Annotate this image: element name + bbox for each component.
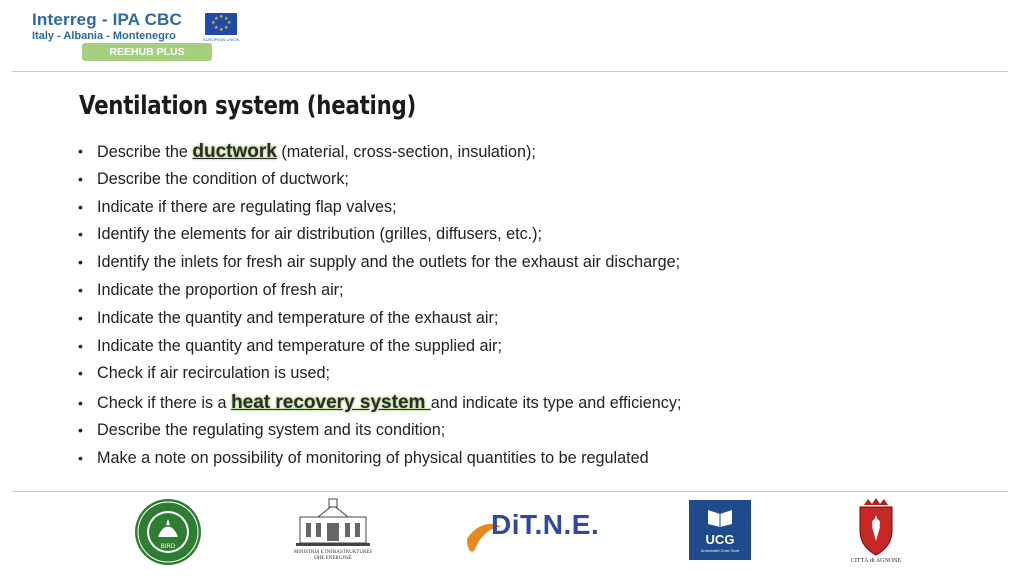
list-item: [78, 388, 681, 417]
bullet-icon: •: [78, 309, 83, 326]
bird-label: BIRD: [160, 543, 176, 550]
bird-logo: [133, 497, 203, 567]
list-item: [78, 417, 681, 445]
bullet-icon: •: [78, 254, 83, 271]
list-item: [78, 445, 681, 473]
ministry-logo: [292, 497, 374, 567]
bullet-icon: •: [78, 365, 83, 382]
list-item: [78, 277, 681, 305]
project-badge: REEHUB PLUS: [82, 43, 212, 61]
bullet-text: Check if air recirculation is used;: [97, 364, 331, 383]
bullet-text: Indicate the proportion of fresh air;: [97, 280, 344, 299]
bullet-icon: •: [78, 170, 83, 187]
program-countries: Italy - Albania - Montenegro: [32, 30, 176, 42]
coat-of-arms-icon: [850, 497, 902, 557]
program-name: Interreg - IPA CBC: [32, 10, 183, 29]
bullet-icon: •: [78, 281, 83, 298]
bullet-text: Indicate if there are regulating flap valves;: [97, 197, 397, 216]
list-item: [78, 166, 681, 194]
bullet-text: and indicate its type and efficiency;: [430, 394, 682, 413]
bullet-text: Make a note on possibility of monitoring of physical quantities to be regulated: [97, 448, 649, 467]
list-item: [78, 221, 681, 249]
ditne-logo: [463, 497, 600, 567]
bullet-text: Describe the regulating system and its condition;: [97, 421, 446, 440]
bullet-text: Indicate the quantity and temperature of the exhaust air;: [97, 308, 499, 327]
top-divider: [12, 71, 1008, 72]
interreg-logo: [28, 8, 243, 64]
bullet-list: [78, 138, 681, 473]
bullet-icon: •: [78, 226, 83, 243]
agnone-logo: [850, 497, 902, 567]
bullet-icon: •: [78, 422, 83, 439]
keyword-heat-recovery: heat recovery system: [231, 392, 431, 414]
bullet-text: (material, cross-section, insulation);: [276, 143, 536, 161]
bullet-icon: •: [78, 337, 83, 354]
list-item: [78, 305, 681, 333]
keyword-ductwork: ductwork: [192, 141, 277, 162]
ditne-name: DiT.N.E.: [491, 509, 600, 540]
agnone-name: CITTÀ di AGNONE: [850, 558, 902, 564]
eu-flag-icon: ★ ★ ★ ★ ★ ★ ★ ★: [205, 13, 237, 35]
bullet-icon: •: [78, 198, 83, 215]
bird-emblem-icon: [133, 497, 203, 567]
bullet-icon: •: [78, 449, 83, 466]
list-item: [78, 360, 681, 388]
bullet-text: Identify the elements for air distribution (grilles, diffusers, etc.);: [97, 225, 543, 244]
bottom-divider: [12, 491, 1008, 492]
list-item: [78, 333, 681, 361]
ministry-line: MINISTRIA E INFRASTRUKTURËS: [293, 550, 373, 555]
bullet-text: Identify the inlets for fresh air supply and the outlets for the exhaust air discharge;: [97, 253, 681, 272]
bullet-icon: •: [78, 143, 83, 159]
list-item: [78, 194, 681, 222]
bullet-text: Check if there is a: [97, 394, 232, 413]
ministry-line: DHE ENERGJISË: [314, 556, 352, 561]
ucg-badge: [689, 500, 751, 560]
ucg-logo: [689, 497, 751, 567]
list-item: [78, 249, 681, 277]
bullet-text: Describe the condition of ductwork;: [97, 169, 349, 188]
ucg-subtitle: Univerzitet Crne Gore: [700, 548, 740, 553]
ucg-name: UCG: [705, 532, 735, 547]
bullet-text: Describe the: [97, 143, 193, 161]
ministry-name: [292, 550, 374, 562]
slide-title: Ventilation system (heating): [79, 91, 417, 121]
book-icon: [689, 500, 751, 530]
bullet-icon: •: [78, 395, 83, 412]
eu-caption: EUROPEAN UNION: [203, 37, 240, 42]
building-icon: [292, 497, 374, 549]
bullet-text: Indicate the quantity and temperature of the supplied air;: [97, 336, 502, 355]
list-item: [78, 138, 681, 166]
